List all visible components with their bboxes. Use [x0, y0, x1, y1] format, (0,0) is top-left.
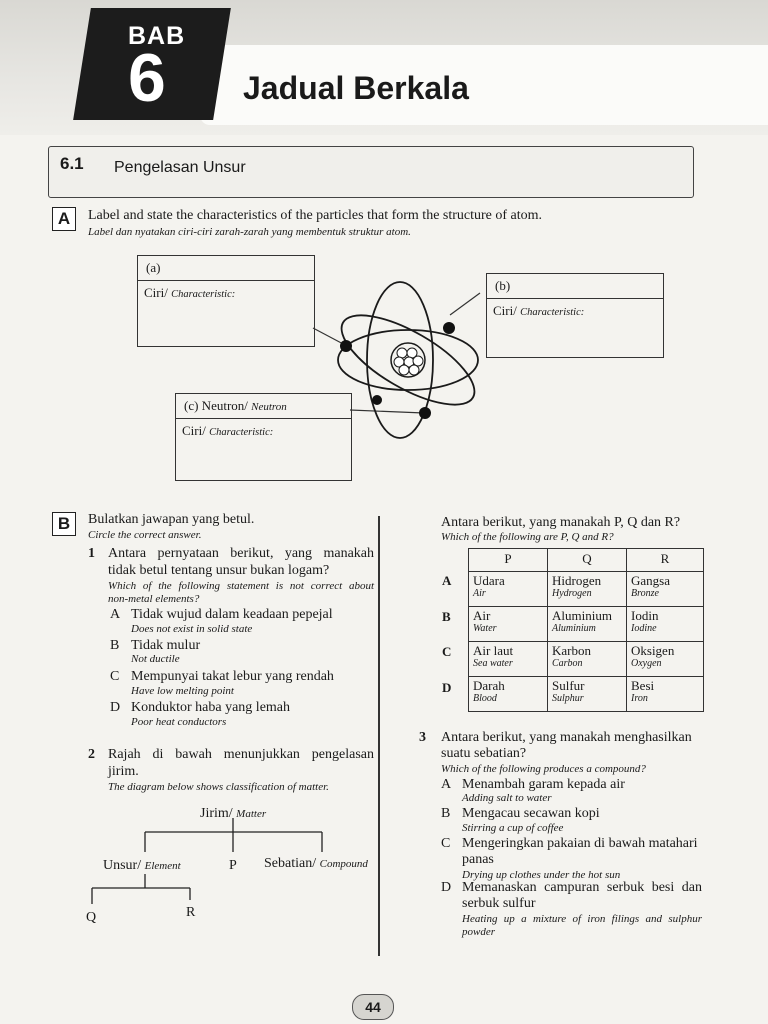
table-cell [627, 607, 704, 642]
table-cell [469, 677, 548, 712]
table-row[interactable] [469, 677, 704, 712]
cell-en: Hydrogen [552, 588, 592, 599]
chapter-title: Jadual Berkala [243, 70, 469, 106]
section-title: Pengelasan Unsur [114, 159, 246, 176]
cell-en: Oxygen [631, 658, 662, 669]
table-row-d-letter[interactable]: D [442, 680, 452, 695]
tree-node-r: R [186, 905, 196, 920]
q3-option-d-text-1[interactable]: Memanaskan campuran serbuk besi dan [462, 880, 702, 895]
characteristic-label: Characteristic: [171, 289, 236, 300]
table-row-c-letter[interactable]: C [442, 644, 452, 659]
neutron-en-label: Neutron [251, 401, 287, 413]
q3-option-d-letter[interactable]: D [441, 880, 452, 895]
q1-option-a-text[interactable]: Tidak wujud dalam keadaan pepejal [131, 607, 333, 622]
q3-option-c-letter[interactable]: C [441, 836, 451, 851]
q3-option-a-en: Adding salt to water [462, 792, 552, 804]
table-cell [469, 607, 548, 642]
table-cell [548, 607, 627, 642]
label-box-a-title: (a) [138, 256, 314, 281]
q3-option-b-en: Stirring a cup of coffee [462, 822, 564, 834]
q1-option-d-letter[interactable]: D [110, 700, 121, 715]
compound-en: Compound [319, 858, 368, 870]
cell-ms: Oksigen [631, 643, 675, 658]
question-1-number: 1 [88, 546, 95, 561]
cell-en: Air [473, 588, 486, 599]
table-header-q: Q [548, 549, 627, 572]
q1-option-a-en: Does not exist in solid state [131, 623, 253, 635]
ciri-label: Ciri/ [493, 303, 517, 318]
cell-ms: Darah [473, 678, 505, 693]
part-b-badge: B [52, 512, 76, 536]
q1-option-c-text[interactable]: Mempunyai takat lebur yang rendah [131, 669, 334, 684]
question-2-text-ms-2: jirim. [108, 764, 139, 779]
characteristic-label: Characteristic: [209, 427, 274, 438]
question-1-text-en-2: non-metal elements? [108, 593, 200, 605]
table-row[interactable] [469, 642, 704, 677]
table-cell [469, 572, 548, 607]
cell-ms: Karbon [552, 643, 591, 658]
label-box-b-title: (b) [487, 274, 663, 299]
q3-option-a-text[interactable]: Menambah garam kepada air [462, 777, 625, 792]
cell-ms: Hidrogen [552, 573, 602, 588]
question-1-text-en-1: Which of the following statement is not correct about [108, 580, 374, 592]
table-cell [548, 677, 627, 712]
q2-table-question-ms: Antara berikut, yang manakah P, Q dan R? [441, 515, 681, 530]
cell-ms: Besi [631, 678, 655, 693]
characteristic-label: Characteristic: [520, 307, 585, 318]
table-cell [627, 677, 704, 712]
cell-en: Aluminium [552, 623, 596, 634]
question-3-text-en: Which of the following produces a compound? [441, 763, 646, 775]
page-number: 44 [352, 994, 394, 1020]
q2-table-question-en: Which of the following are P, Q and R? [441, 531, 614, 543]
neutron-ms-label: (c) Neutron/ [184, 398, 248, 413]
cell-en: Blood [473, 693, 497, 704]
cell-en: Iron [631, 693, 648, 704]
cell-en: Water [473, 623, 497, 634]
table-header-p: P [469, 549, 548, 572]
part-b-instruction-en: Circle the correct answer. [88, 529, 202, 541]
tree-node-matter [200, 806, 266, 822]
question-1-text-ms-2: tidak betul tentang unsur bukan logam? [108, 563, 330, 578]
table-cell [469, 642, 548, 677]
matter-en: Matter [236, 808, 267, 820]
ciri-label: Ciri/ [144, 285, 168, 300]
q3-option-a-letter[interactable]: A [441, 777, 452, 792]
cell-ms: Aluminium [552, 608, 612, 623]
q1-option-b-en: Not ductile [131, 653, 180, 665]
cell-en: Bronze [631, 588, 659, 599]
ciri-label: Ciri/ [182, 423, 206, 438]
compound-ms: Sebatian/ [264, 856, 317, 871]
tree-node-compound [264, 856, 368, 872]
q3-option-b-text[interactable]: Mengacau secawan kopi [462, 806, 600, 821]
chapter-number: 6 [128, 40, 166, 116]
element-en: Element [144, 860, 181, 872]
part-a-instruction-ms: Label dan nyatakan ciri-ciri zarah-zarah yang membentuk struktur atom. [88, 226, 411, 238]
cell-ms: Gangsa [631, 573, 670, 588]
q1-option-d-text[interactable]: Konduktor haba yang lemah [131, 700, 291, 715]
question-2-number: 2 [88, 747, 95, 762]
table-row-b-letter[interactable]: B [442, 609, 451, 624]
column-divider [378, 516, 380, 956]
cell-en: Sea water [473, 658, 513, 669]
q3-option-c-text-1[interactable]: Mengeringkan pakaian di bawah matahari [462, 836, 698, 851]
cell-en: Iodine [631, 623, 657, 634]
table-row[interactable] [469, 607, 704, 642]
cell-ms: Sulfur [552, 678, 585, 693]
chapter-label: BAB [128, 22, 186, 50]
cell-ms: Iodin [631, 608, 659, 623]
part-a-badge: A [52, 207, 76, 231]
q3-option-d-text-2[interactable]: serbuk sulfur [462, 896, 536, 911]
q1-option-c-en: Have low melting point [131, 685, 234, 697]
section-number: 6.1 [60, 154, 84, 173]
table-row-a-letter[interactable]: A [442, 573, 452, 588]
question-3-text-ms-1: Antara berikut, yang manakah menghasilkan [441, 730, 692, 745]
q1-option-d-en: Poor heat conductors [131, 716, 227, 728]
part-a-instruction-en: Label and state the characteristics of the particles that form the structure of atom. [88, 208, 543, 223]
table-cell [548, 572, 627, 607]
question-3-number: 3 [419, 730, 426, 745]
q1-option-b-text[interactable]: Tidak mulur [131, 638, 201, 653]
q3-option-d-en-1: Heating up a mixture of iron filings and sulphur [462, 913, 702, 925]
tree-node-p: P [229, 858, 237, 873]
cell-en: Sulphur [552, 693, 584, 704]
answer-table [468, 548, 704, 712]
question-1-text-ms-1: Antara pernyataan berikut, yang manakah [108, 546, 374, 561]
part-b-instruction-ms: Bulatkan jawapan yang betul. [88, 512, 255, 527]
table-header-r: R [627, 549, 704, 572]
matter-ms: Jirim/ [200, 806, 233, 821]
table-cell [548, 642, 627, 677]
tree-node-q: Q [86, 910, 97, 925]
q3-option-d-en-2: powder [462, 926, 495, 938]
cell-ms: Udara [473, 573, 505, 588]
table-cell [627, 572, 704, 607]
element-ms: Unsur/ [103, 858, 142, 873]
question-2-text-ms-1: Rajah di bawah menunjukkan pengelasan [108, 747, 374, 762]
q1-option-a-letter[interactable]: A [110, 607, 121, 622]
table-cell [627, 642, 704, 677]
cell-en: Carbon [552, 658, 583, 669]
cell-ms: Air laut [473, 643, 514, 658]
table-header-row [469, 549, 704, 572]
table-row[interactable] [469, 572, 704, 607]
question-2-text-en: The diagram below shows classification of matter. [108, 781, 329, 793]
q3-option-c-text-2[interactable]: panas [462, 852, 494, 867]
question-3-text-ms-2: suatu sebatian? [441, 746, 527, 761]
q1-option-b-letter[interactable]: B [110, 638, 120, 653]
q3-option-b-letter[interactable]: B [441, 806, 451, 821]
cell-ms: Air [473, 608, 491, 623]
tree-node-element [103, 858, 181, 874]
q3-option-c-en: Drying up clothes under the hot sun [462, 869, 621, 881]
q1-option-c-letter[interactable]: C [110, 669, 120, 684]
